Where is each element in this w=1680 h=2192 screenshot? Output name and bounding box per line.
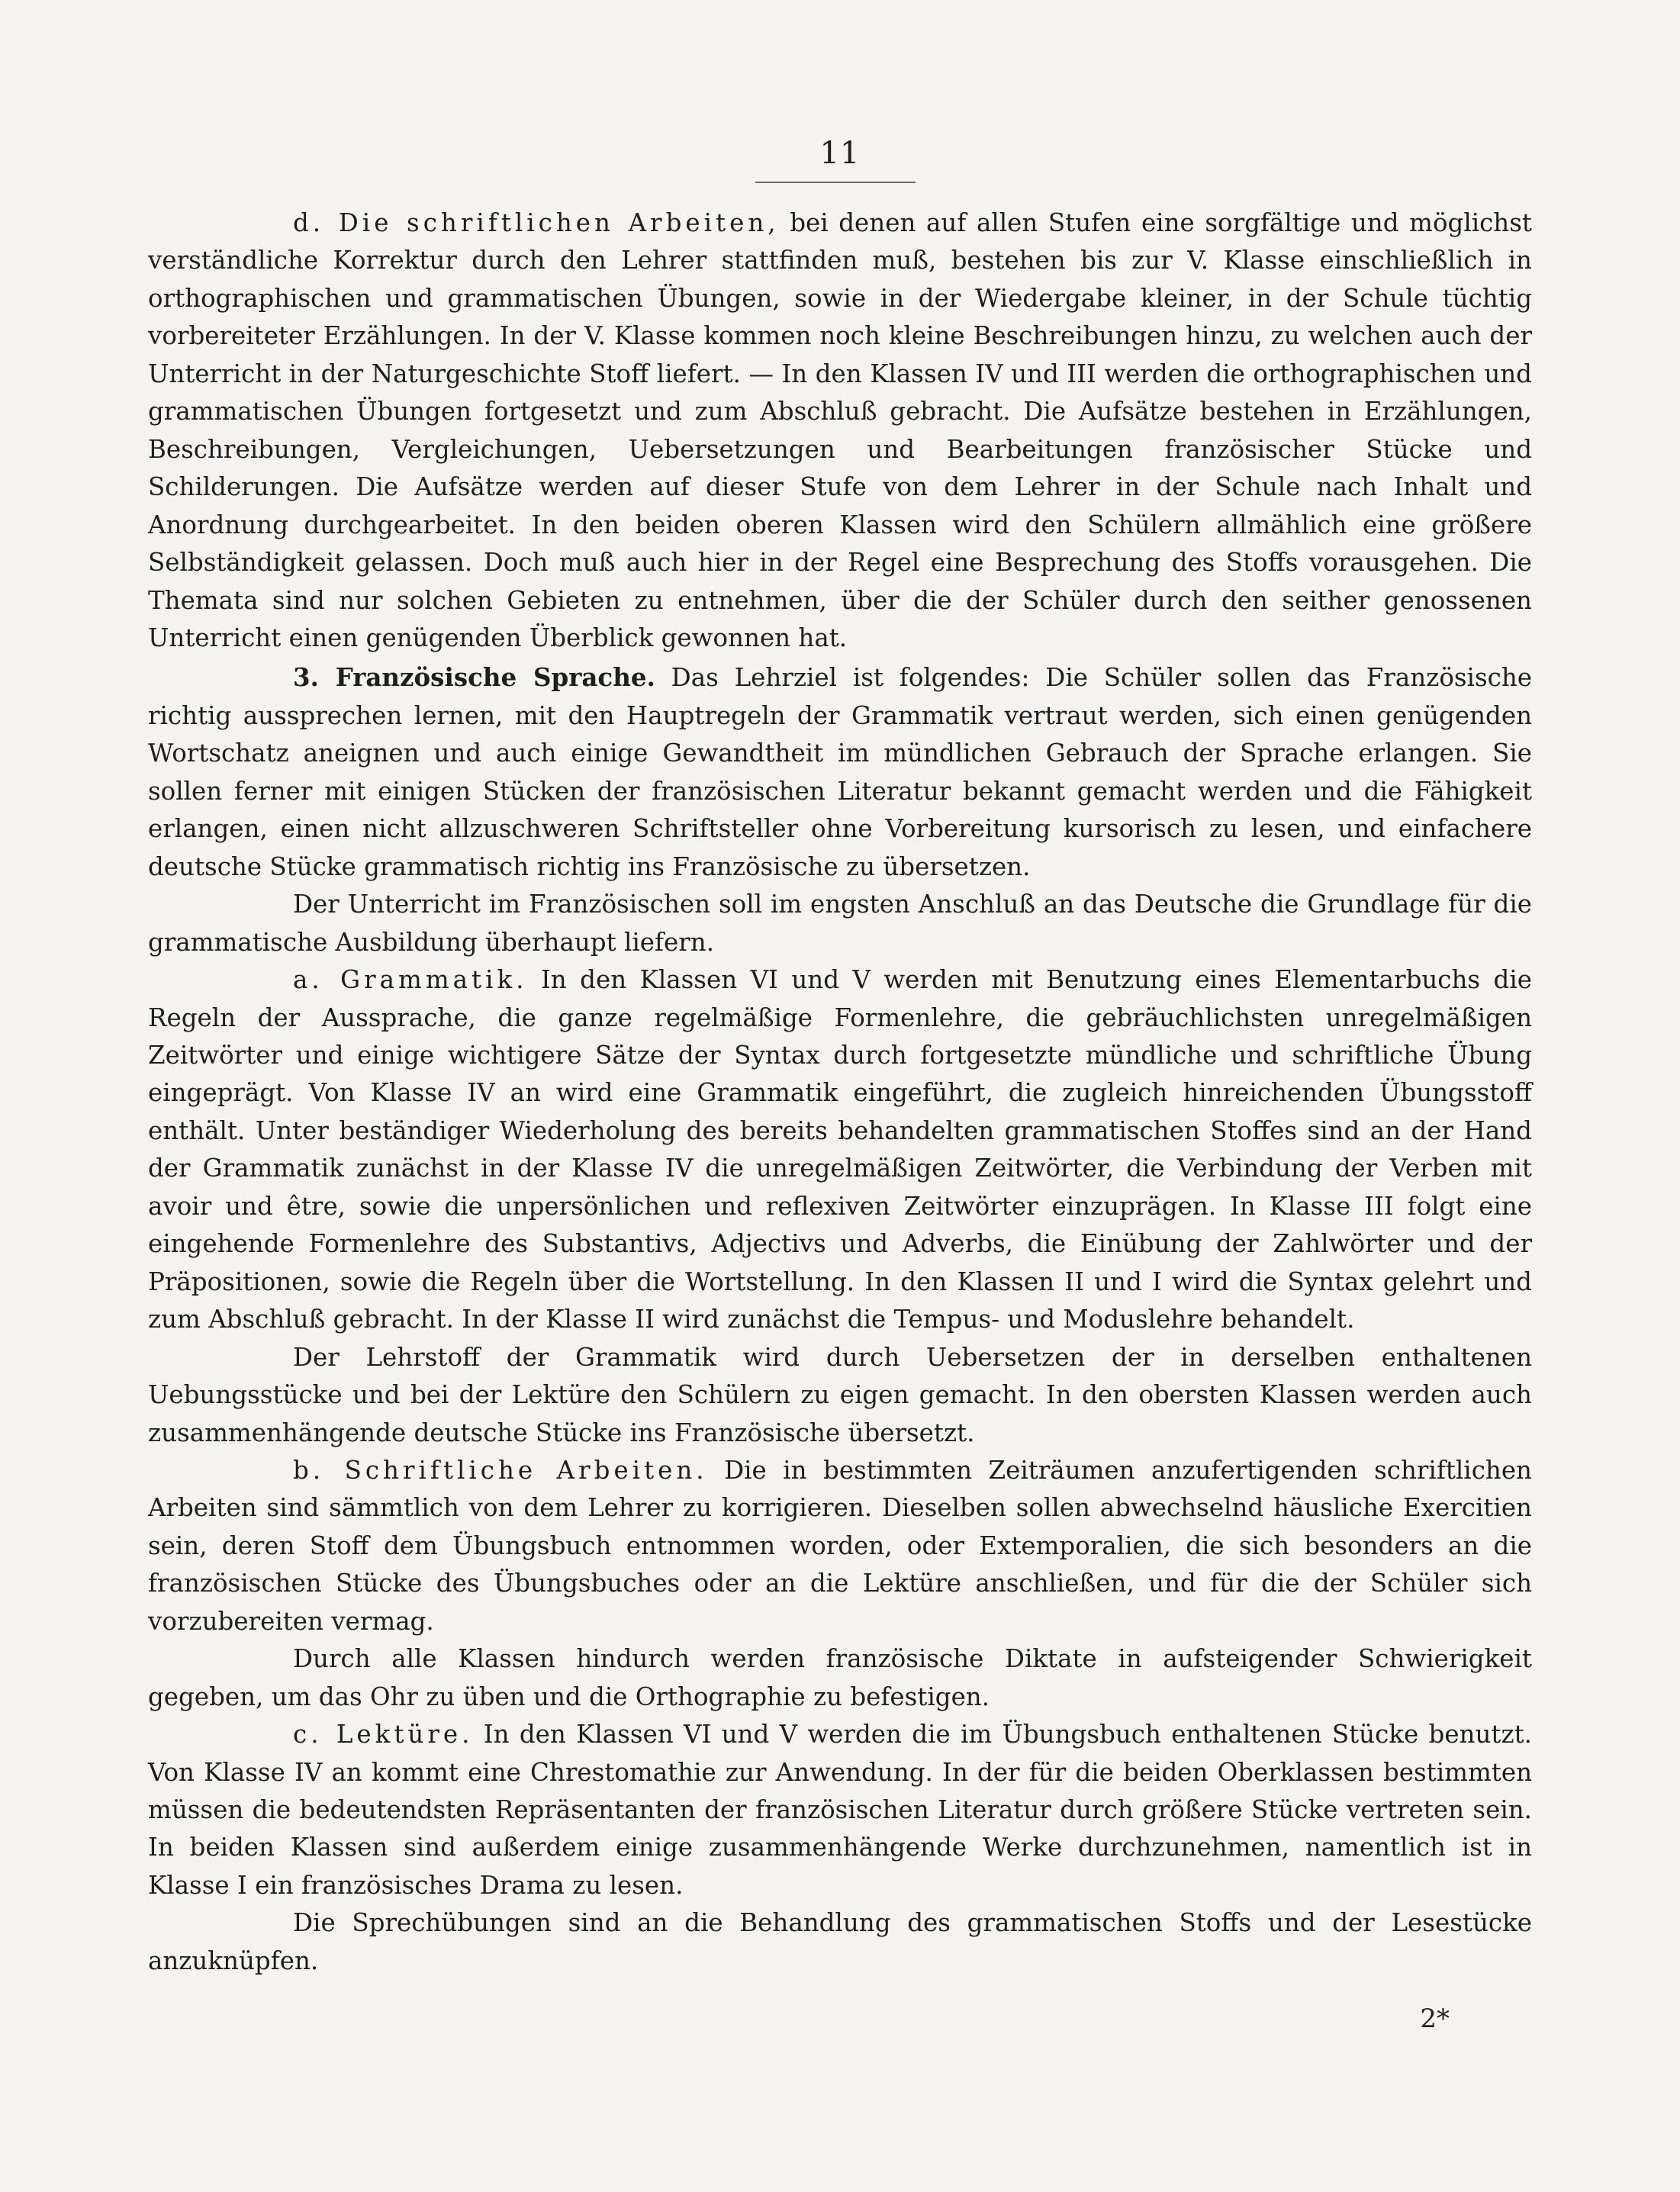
paragraph-lead: b. Schriftliche Arbeiten. [293,1455,708,1485]
header-rule [755,182,916,183]
paragraph-c-reading [148,1716,1532,1904]
paragraph-french-basis [148,886,1532,961]
body-text [148,204,1532,1980]
paragraph-body: Die in bestimmten Zeiträumen anzufertigenden schriftlichen Arbeiten sind sämmtlich von dem Lehrer zu korrigieren. Dieselben sollen abwechselnd häusliche Exercitien sein, deren Stoff dem Übungsbuch entnommen worden, oder Extemporalien, die sich besonders an die französischen Stücke des Übungsbuches oder an die Lektüre anschließen, und für die der Schüler sich vorzubereiten vermag. [148,1455,1532,1636]
page-number: 11 [819,136,861,171]
paragraph-body: In den Klassen VI und V werden die im Übungsbuch enthaltenen Stücke benutzt. Von Klasse IV an kommt eine Chrestomathie zur Anwendung. In der für die beiden Oberklassen bestimmten müssen die bedeutendsten Repräsentanten der französischen Literatur durch größere Stücke vertreten sein. In beiden Klassen sind außerdem einige zusammenhängende Werke durchzunehmen, namentlich ist in Klasse I ein französisches Drama zu lesen. [148,1720,1532,1900]
paragraph-lead: d. Die schriftlichen Arbeiten, [293,208,780,237]
paragraph-3-french-language [148,658,1532,886]
paragraph-body: Der Unterricht im Französischen soll im engsten Anschluß an das Deutsche die Grundlage für die grammatische Ausbildung überhaupt liefern. [148,890,1532,957]
paragraph-b-written-work [148,1452,1532,1640]
paragraph-dictation [148,1640,1532,1716]
paragraph-a-grammar [148,961,1532,1339]
paragraph-body: Die Sprechübungen sind an die Behandlung des grammatischen Stoffs und der Lesestücke anzuknüpfen. [148,1908,1532,1975]
section-heading: 3. Französische Sprache. [293,662,655,693]
paragraph-speaking-exercises [148,1904,1532,1980]
paragraph-body: Das Lehrziel ist folgendes: Die Schüler sollen das Französische richtig aussprechen lernen, mit den Hauptregeln der Grammatik vertraut werden, sich einen genügenden Wortschatz aneignen und auch einige Gewandtheit im mündlichen Gebrauch der Sprache erlangen. Sie sollen ferner mit einigen Stücken der französischen Literatur bekannt gemacht werden und die Fähigkeit erlangen, einen nicht allzuschweren Schriftsteller ohne Vorbereitung kursorisch zu lesen, und einfachere deutsche Stücke grammatisch richtig ins Französische zu übersetzen. [148,663,1533,881]
paragraph-grammar-material [148,1339,1532,1452]
paragraph-body: Der Lehrstoff der Grammatik wird durch Uebersetzen der in derselben enthaltenen Uebungsstücke und bei der Lektüre den Schülern zu eigen gemacht. In den obersten Klassen werden auch zusammenhängende deutsche Stücke ins Französische übersetzt. [148,1342,1532,1447]
paragraph-lead: c. Lektüre. [293,1720,474,1749]
paragraph-d-written-work [148,204,1532,657]
paragraph-lead: a. Grammatik. [293,965,528,995]
paragraph-body: In den Klassen VI und V werden mit Benutzung eines Elementarbuchs die Regeln der Aussprache, die ganze regelmäßige Formenlehre, die gebräuchlichsten unregelmäßigen Zeitwörter und einige wichtigere Sätze der Syntax durch fortgesetzte mündliche und schriftliche Übung eingeprägt. Von Klasse IV an wird eine Grammatik eingeführt, die zugleich hinreichenden Übungsstoff enthält. Unter beständiger Wiederholung des bereits behandelten grammatischen Stoffes sind an der Hand der Grammatik zunächst in der Klasse IV die unregelmäßigen Zeitwörter, die Verbindung der Verben mit avoir und être, sowie die unpersönlichen und reflexiven Zeitwörter einzuprägen. In Klasse III folgt eine eingehende Formenlehre des Substantivs, Adjectivs und Adverbs, die Einübung der Zahlwörter und der Präpositionen, sowie die Regeln über die Wortstellung. In den Klassen II und I wird die Syntax gelehrt und zum Abschluß gebracht. In der Klasse II wird zunächst die Tempus- und Moduslehre behandelt. [148,965,1532,1334]
paragraph-body: Durch alle Klassen hindurch werden französische Diktate in aufsteigender Schwierigkeit gegeben, um das Ohr zu üben und die Orthographie zu befestigen. [148,1644,1532,1711]
paragraph-body: bei denen auf allen Stufen eine sorgfältige und möglichst verständliche Korrektur durch den Lehrer stattfinden muß, bestehen bis zur V. Klasse einschließlich in orthographischen und grammatischen Übungen, sowie in der Wiedergabe kleiner, in der Schule tüchtig vorbereiteter Erzählungen. In der V. Klasse kommen noch kleine Beschreibungen hinzu, zu welchen auch der Unterricht in der Naturgeschichte Stoff liefert. — In den Klassen IV und III werden die orthographischen und grammatischen Übungen fortgesetzt und zum Abschluß gebracht. Die Aufsätze bestehen in Erzählungen, Beschreibungen, Vergleichungen, Uebersetzungen und Bearbeitungen französischer Stücke und Schilderungen. Die Aufsätze werden auf dieser Stufe von dem Lehrer in der Schule nach Inhalt und Anordnung durchgearbeitet. In den beiden oberen Klassen wird den Schülern allmählich eine größere Selbständigkeit gelassen. Doch muß auch hier in der Regel eine Besprechung des Stoffs vorausgehen. Die Themata sind nur solchen Gebieten zu entnehmen, über die der Schüler durch den seither genossenen Unterricht einen genügenden Überblick gewonnen hat. [148,208,1532,652]
printer-signature: 2* [1420,2004,1450,2034]
